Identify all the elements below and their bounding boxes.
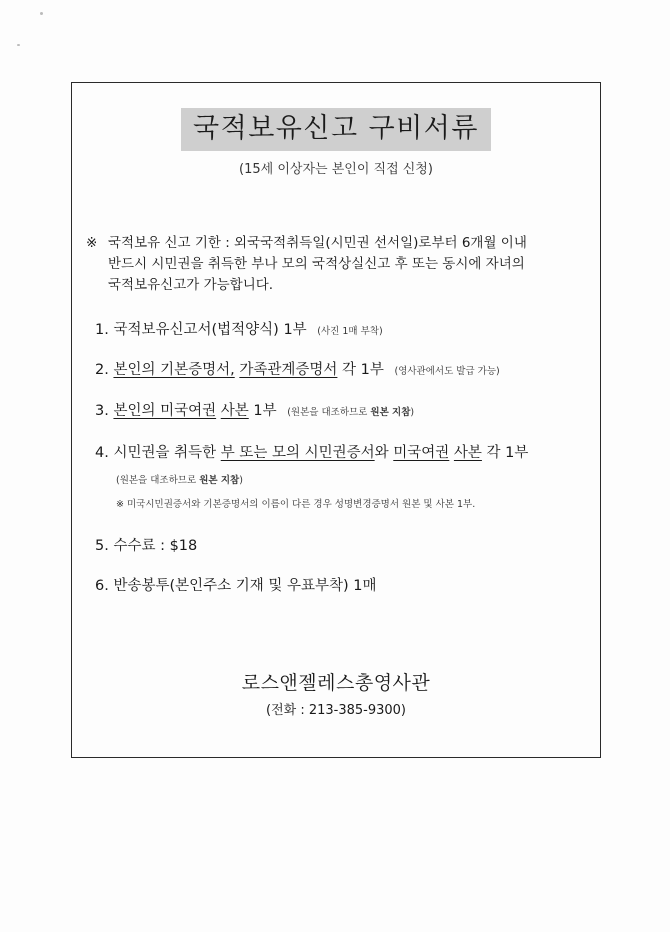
item-underlined-text: 사본 (453, 445, 482, 461)
notice-line: 국적보유 신고 기한 : 외국국적취득일(시민권 선서일)로부터 6개월 이내 (108, 235, 527, 251)
item-text: 수수료 : $18 (113, 538, 198, 554)
note-prefix: (원본을 대조하므로 (287, 407, 368, 418)
item-note (287, 407, 414, 418)
item-number: 3. (95, 403, 109, 419)
notice-line: 반드시 시민권을 취득한 부나 모의 국적상실신고 후 또는 동시에 자녀의 (108, 256, 525, 272)
requirement-item-5 (95, 534, 197, 555)
item-number: 4. (95, 445, 109, 461)
note-bold: 원본 지참 (370, 407, 411, 418)
item-note: (사진 1매 부착) (317, 326, 383, 337)
requirement-item-3 (95, 399, 414, 420)
item-note: (영사관에서도 발급 가능) (394, 366, 500, 377)
item-number: 5. (95, 538, 109, 554)
requirement-item-1 (95, 318, 383, 339)
item-number: 1. (95, 322, 109, 338)
notice-line: 국적보유신고가 가능합니다. (108, 277, 274, 293)
requirement-item-2 (95, 358, 500, 379)
scan-speck (40, 12, 43, 15)
item-number: 2. (95, 362, 109, 378)
item-text: 1부 (253, 403, 277, 419)
document-frame (71, 82, 601, 758)
item-4-extra-note: ※ 미국시민권증서와 기본증명서의 이름이 다른 경우 성명변경증명서 원본 및 사본 1부. (116, 499, 476, 510)
item-text: 반송봉투(본인주소 기재 및 우표부착) 1매 (113, 578, 377, 594)
item-underlined-text: 부 또는 모의 시민권증서 (220, 445, 375, 461)
deadline-notice (86, 233, 591, 296)
item-4-note (116, 472, 243, 486)
consulate-name: 로스앤젤레스총영사관 (241, 672, 431, 694)
item-underlined-text: 미국여권 (393, 445, 450, 461)
item-text: 각 1부 (486, 445, 529, 461)
requirement-item-6 (95, 574, 377, 595)
note-suffix: ) (410, 407, 415, 418)
title-block (72, 108, 600, 151)
item-text: 시민권을 취득한 (113, 445, 217, 461)
item-underlined-text: 본인의 기본증명서, (113, 362, 235, 378)
reference-mark: ※ (86, 235, 98, 251)
item-underlined-text: 사본 (220, 403, 249, 419)
item-text: 와 (374, 445, 389, 461)
consulate-phone: (전화 : 213-385-9300) (266, 703, 406, 718)
document-subtitle: (15세 이상자는 본인이 직접 신청) (239, 162, 433, 177)
requirement-item-4 (95, 441, 528, 462)
item-text: 국적보유신고서(법적양식) 1부 (113, 322, 307, 338)
item-text: 각 1부 (342, 362, 384, 378)
item-number: 6. (95, 578, 109, 594)
note-bold: 원본 지참 (199, 475, 240, 486)
scan-speck (17, 44, 20, 46)
item-underlined-text: 가족관계증명서 (239, 362, 338, 378)
item-underlined-text: 본인의 미국여권 (113, 403, 217, 419)
document-title: 국적보유신고 구비서류 (181, 108, 491, 151)
note-suffix: ) (239, 475, 243, 486)
note-prefix: (원본을 대조하므로 (116, 475, 197, 486)
